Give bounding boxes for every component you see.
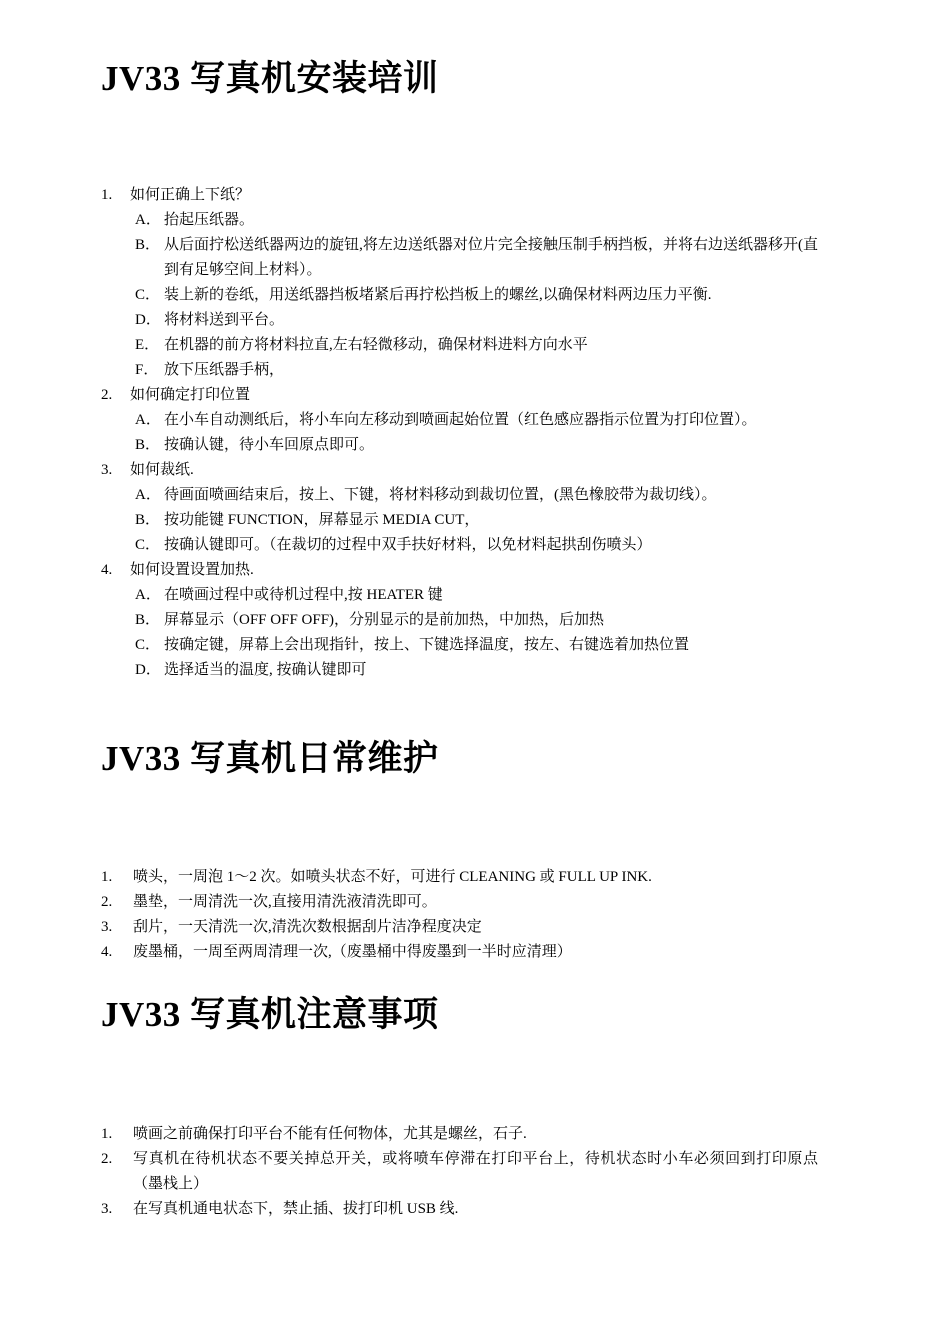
sub-item xyxy=(0,633,818,658)
list-item xyxy=(0,383,950,408)
sub-letter: B． xyxy=(135,237,161,253)
item-text: 墨垫，一周清洗一次,直接用清洗液清洗即可。 xyxy=(133,894,437,910)
list-item xyxy=(0,890,818,915)
sub-item xyxy=(0,533,818,558)
sub-item xyxy=(0,433,818,458)
sub-text: 在小车自动测纸后，将小车向左移动到喷画起始位置（红色感应器指示位置为打印位置）。 xyxy=(164,412,757,428)
sub-item xyxy=(0,483,818,508)
precautions-list xyxy=(0,1122,950,1222)
sub-item xyxy=(0,308,818,333)
sub-letter: B． xyxy=(135,512,161,528)
sub-letter: D． xyxy=(135,662,161,678)
sub-letter: C． xyxy=(135,287,161,303)
sub-text: 按确定键，屏幕上会出现指针，按上、下键选择温度，按左、右键选着加热位置 xyxy=(164,637,690,653)
sub-item xyxy=(0,333,818,358)
section-title-maintenance: JV33 写真机日常维护 xyxy=(101,739,439,778)
item-text: 废墨桶，一周至两周清理一次,（废墨桶中得废墨到一半时应清理） xyxy=(133,944,572,960)
item-number: 3. xyxy=(101,1201,113,1217)
question-text: 如何设置设置加热. xyxy=(130,562,254,578)
question-text: 如何确定打印位置 xyxy=(130,387,251,403)
sub-text: 抬起压纸器。 xyxy=(164,212,255,228)
sub-text: 在机器的前方将材料拉直,左右轻微移动，确保材料进料方向水平 xyxy=(164,337,588,353)
item-number: 1. xyxy=(101,187,113,203)
sub-text: 在喷画过程中或待机过程中,按 HEATER 键 xyxy=(164,587,443,603)
item-text: 在写真机通电状态下，禁止插、拔打印机 USB 线. xyxy=(133,1201,459,1217)
item-text: 喷画之前确保打印平台不能有任何物体，尤其是螺丝，石子. xyxy=(133,1126,527,1142)
item-number: 1. xyxy=(101,1126,113,1142)
question-text: 如何裁纸. xyxy=(130,462,194,478)
sub-item xyxy=(0,283,818,308)
section-title-installation: JV33 写真机安装培训 xyxy=(101,59,439,98)
list-item xyxy=(0,940,818,965)
sub-item xyxy=(0,583,818,608)
sub-item xyxy=(0,658,818,683)
sub-text: 放下压纸器手柄， xyxy=(164,362,285,378)
sub-letter: A． xyxy=(135,487,161,503)
sub-item xyxy=(0,233,818,283)
item-number: 2. xyxy=(101,1151,113,1167)
sub-text: 屏幕显示（OFF OFF OFF)，分别显示的是前加热，中加热，后加热 xyxy=(164,612,605,628)
sub-item xyxy=(0,358,818,383)
sub-letter: A． xyxy=(135,587,161,603)
item-number: 4. xyxy=(101,944,113,960)
sub-item xyxy=(0,608,818,633)
sub-text: 从后面拧松送纸器两边的旋钮,将左边送纸器对位片完全接触压制手柄挡板，并将右边送纸器移开(直到有足够空间上材料）。 xyxy=(164,237,818,278)
installation-list xyxy=(0,183,950,683)
item-text: 喷头，一周泡 1～2 次。如喷头状态不好，可进行 CLEANING 或 FULL UP INK. xyxy=(133,869,652,885)
sub-letter: C． xyxy=(135,637,161,653)
list-item xyxy=(0,915,818,940)
sub-letter: A． xyxy=(135,212,161,228)
list-item xyxy=(0,1122,818,1147)
sub-text: 将材料送到平台。 xyxy=(164,312,285,328)
sub-letter: E． xyxy=(135,337,160,353)
item-number: 4. xyxy=(101,562,113,578)
item-text: 刮片，一天清洗一次,清洗次数根据刮片洁净程度决定 xyxy=(133,919,482,935)
item-number: 2. xyxy=(101,894,113,910)
sub-text: 选择适当的温度, 按确认键即可 xyxy=(164,662,367,678)
list-item xyxy=(0,183,950,208)
section-title-precautions: JV33 写真机注意事项 xyxy=(101,995,439,1034)
item-number: 3. xyxy=(101,462,113,478)
item-number: 3. xyxy=(101,919,113,935)
sub-letter: C． xyxy=(135,537,161,553)
sub-item xyxy=(0,408,818,433)
sub-item xyxy=(0,508,818,533)
item-number: 1. xyxy=(101,869,113,885)
sub-text: 按功能键 FUNCTION，屏幕显示 MEDIA CUT， xyxy=(164,512,480,528)
sub-letter: B． xyxy=(135,437,161,453)
item-text: 写真机在待机状态不要关掉总开关，或将喷车停滞在打印平台上，待机状态时小车必须回到打印原点（墨栈上） xyxy=(133,1151,818,1192)
item-number: 2. xyxy=(101,387,113,403)
sub-text: 待画面喷画结束后，按上、下键，将材料移动到裁切位置，(黑色橡胶带为裁切线）。 xyxy=(164,487,717,503)
sub-text: 按确认键，待小车回原点即可。 xyxy=(164,437,375,453)
sub-item xyxy=(0,208,818,233)
sub-text: 装上新的卷纸，用送纸器挡板堵紧后再拧松挡板上的螺丝,以确保材料两边压力平衡. xyxy=(164,287,712,303)
sub-letter: B． xyxy=(135,612,161,628)
list-item xyxy=(0,558,950,583)
question-text: 如何正确上下纸？ xyxy=(130,187,251,203)
maintenance-list xyxy=(0,865,950,965)
list-item xyxy=(0,1147,818,1197)
sub-letter: F． xyxy=(135,362,159,378)
sub-letter: A． xyxy=(135,412,161,428)
sub-text: 按确认键即可。（在裁切的过程中双手扶好材料，以免材料起拱刮伤喷头） xyxy=(164,537,652,553)
list-item xyxy=(0,865,818,890)
list-item xyxy=(0,1197,818,1222)
sub-letter: D． xyxy=(135,312,161,328)
list-item xyxy=(0,458,950,483)
